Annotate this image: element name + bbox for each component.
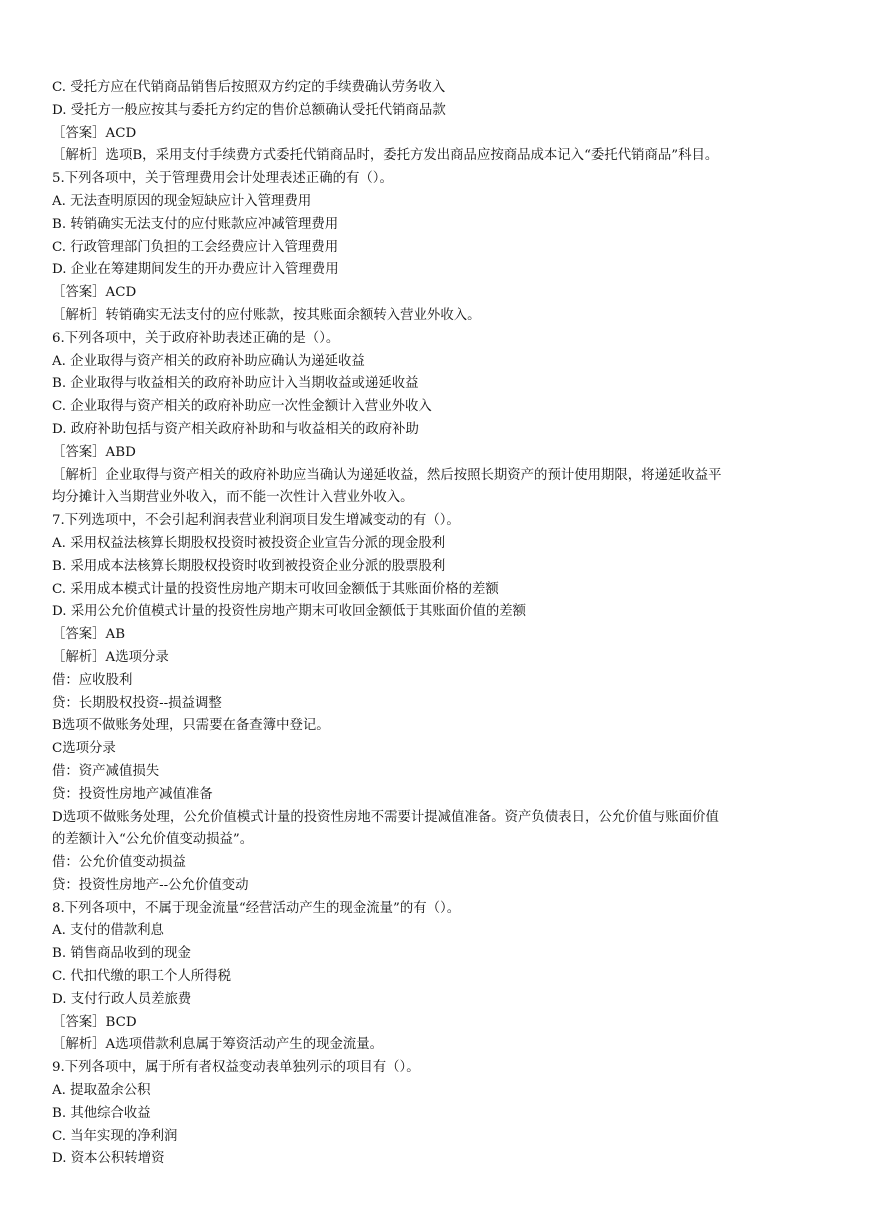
explanation-line: B选项不做账务处理，只需要在备查簿中登记。 [52,718,330,734]
explanation-line: ［解析］转销确实无法支付的应付账款，按其账面余额转入营业外收入。 [52,307,481,323]
question-line: 8.下列各项中，不属于现金流量“经营活动产生的现金流量”的有（）。 [52,900,461,916]
document-page [52,77,832,1171]
explanation-line: ［解析］A选项借款利息属于筹资活动产生的现金流量。 [52,1037,384,1053]
journal-entry-line: 借：资产减值损失 [52,763,160,779]
option-line: B. 采用成本法核算长期股权投资时收到被投资企业分派的股票股利 [52,558,446,574]
option-line: C. 企业取得与资产相关的政府补助应一次性金额计入营业外收入 [52,399,432,415]
option-line: A. 无法查明原因的现金短缺应计入管理费用 [52,193,312,209]
option-line: D. 支付行政人员差旅费 [52,991,192,1007]
option-line: A. 采用权益法核算长期股权投资时被投资企业宣告分派的现金股利 [52,535,446,551]
option-line: C. 受托方应在代销商品销售后按照双方约定的手续费确认劳务收入 [52,80,446,95]
journal-entry-line: 贷：投资性房地产减值准备 [52,786,213,802]
answer-line: ［答案］ACD [52,125,137,141]
question-line: 7.下列选项中，不会引起利润表营业利润项目发生增减变动的有（）。 [52,513,460,529]
explanation-line: ［解析］A选项分录 [52,649,169,665]
question-line: 5.下列各项中，关于管理费用会计处理表述正确的有（）。 [52,171,393,187]
journal-entry-line: 贷：投资性房地产--公允价值变动 [52,877,249,893]
option-line: D. 政府补助包括与资产相关政府补助和与收益相关的政府补助 [52,421,419,437]
option-line: B. 其他综合收益 [52,1105,151,1121]
answer-line: ［答案］AB [52,627,126,643]
option-line: A. 提取盈余公积 [52,1083,151,1099]
option-line: D. 资本公积转增资 [52,1151,165,1167]
option-line: B. 销售商品收到的现金 [52,946,191,962]
journal-entry-line: 贷：长期股权投资--损益调整 [52,695,222,711]
option-line: B. 转销确实无法支付的应付账款应冲减管理费用 [52,216,339,232]
option-line: A. 支付的借款利息 [52,923,164,939]
option-line: C. 采用成本模式计量的投资性房地产期末可收回金额低于其账面价格的差额 [52,581,499,597]
option-line: A. 企业取得与资产相关的政府补助应确认为递延收益 [52,353,365,369]
explanation-line: 的差额计入“公允价值变动损益”。 [52,832,254,848]
explanation-line: 均分摊计入当期营业外收入，而不能一次性计入营业外收入。 [52,490,414,506]
option-line: D. 企业在筹建期间发生的开办费应计入管理费用 [52,262,339,278]
option-line: D. 采用公允价值模式计量的投资性房地产期末可收回金额低于其账面价值的差额 [52,604,527,620]
journal-entry-line: 借：应收股利 [52,672,133,688]
option-line: D. 受托方一般应按其与委托方约定的售价总额确认受托代销商品款 [52,102,446,118]
question-line: 9.下列各项中，属于所有者权益变动表单独列示的项目有（）。 [52,1060,420,1076]
explanation-line: C选项分录 [52,741,116,757]
option-line: B. 企业取得与收益相关的政府补助应计入当期收益或递延收益 [52,376,419,392]
option-line: C. 当年实现的净利润 [52,1128,178,1144]
option-line: C. 行政管理部门负担的工会经费应计入管理费用 [52,239,339,255]
answer-line: ［答案］BCD [52,1014,137,1030]
explanation-line: ［解析］企业取得与资产相关的政府补助应当确认为递延收益，然后按照长期资产的预计使用期限，将递延收益平 [52,467,722,483]
question-line: 6.下列各项中，关于政府补助表述正确的是（）。 [52,330,340,346]
answer-line: ［答案］ABD [52,444,136,460]
journal-entry-line: 借：公允价值变动损益 [52,855,186,871]
answer-line: ［答案］ACD [52,285,137,301]
explanation-line: ［解析］选项B，采用支付手续费方式委托代销商品时，委托方发出商品应按商品成本记入“委托代销商品”科目。 [52,148,719,164]
option-line: C. 代扣代缴的职工个人所得税 [52,969,231,985]
explanation-line: D选项不做账务处理，公允价值模式计量的投资性房地不需要计提减值准备。资产负债表日，公允价值与账面价值 [52,809,719,825]
